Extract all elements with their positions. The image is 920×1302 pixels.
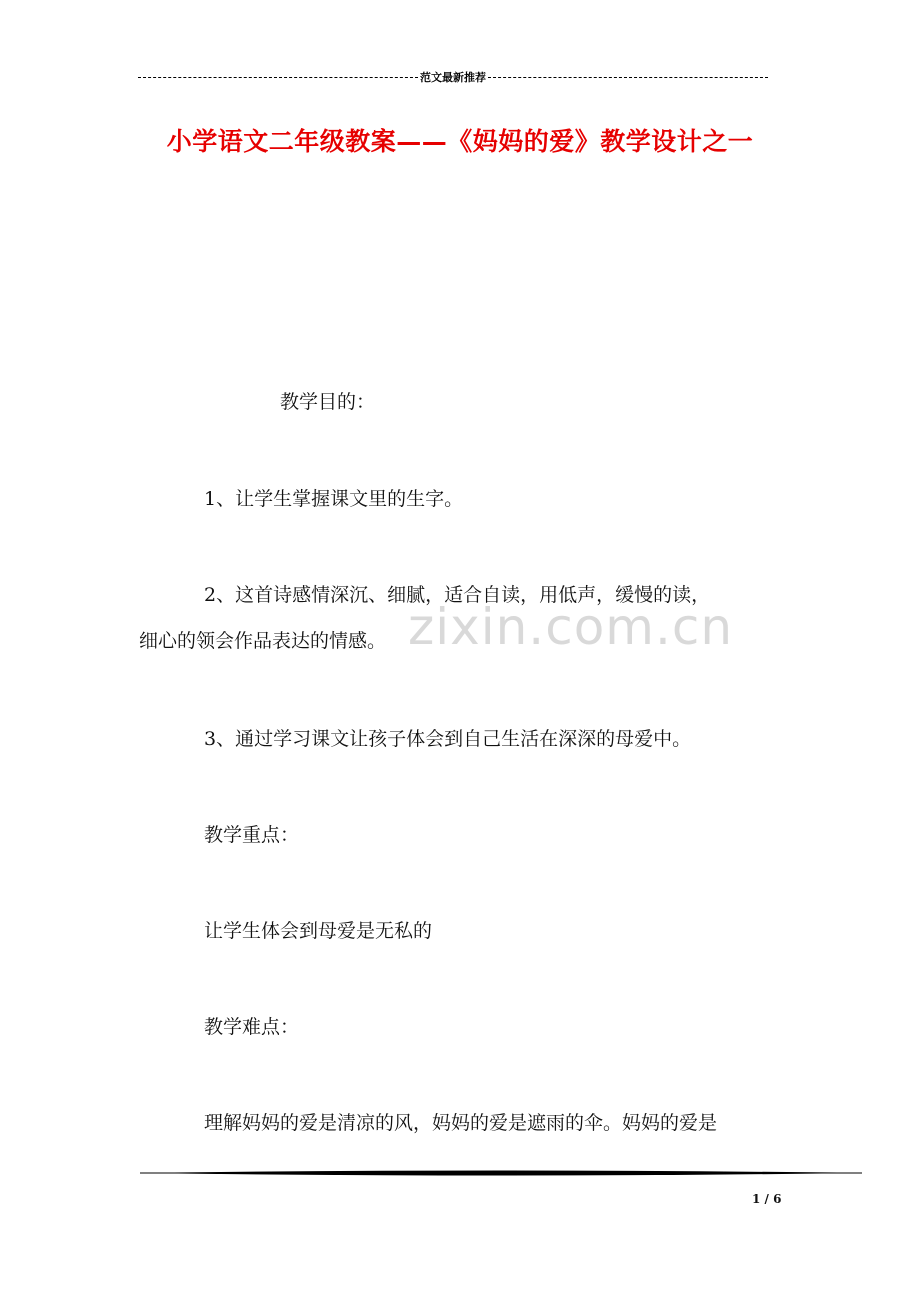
objective-2-line-1: 2、这首诗感情深沉、细腻，适合自读，用低声，缓慢的读， [204, 584, 711, 606]
header-label: 范文最新推荐 [420, 71, 486, 84]
document-title: 小学语文二年级教案——《妈妈的爱》教学设计之一 [166, 127, 754, 156]
footer-rule [140, 1168, 862, 1178]
page-header [138, 70, 768, 84]
page-number: 1 / 6 [752, 1192, 782, 1206]
difficulties-text-line-1: 理解妈妈的爱是清凉的风，妈妈的爱是遮雨的伞。妈妈的爱是 [204, 1112, 718, 1134]
objectives-heading: 教学目的： [280, 391, 376, 413]
header-dash-right [488, 77, 768, 78]
header-dash-left [138, 77, 418, 78]
difficulties-heading: 教学难点： [204, 1016, 300, 1038]
watermark: zixin.com.cn [408, 598, 734, 656]
key-points-heading: 教学重点： [204, 824, 300, 846]
objective-1: 1、让学生掌握课文里的生字。 [204, 488, 464, 510]
objective-2-line-2: 细心的领会作品表达的情感。 [139, 630, 387, 652]
objective-3: 3、通过学习课文让孩子体会到自己生活在深深的母爱中。 [204, 728, 692, 750]
key-points-text: 让学生体会到母爱是无私的 [204, 920, 433, 942]
